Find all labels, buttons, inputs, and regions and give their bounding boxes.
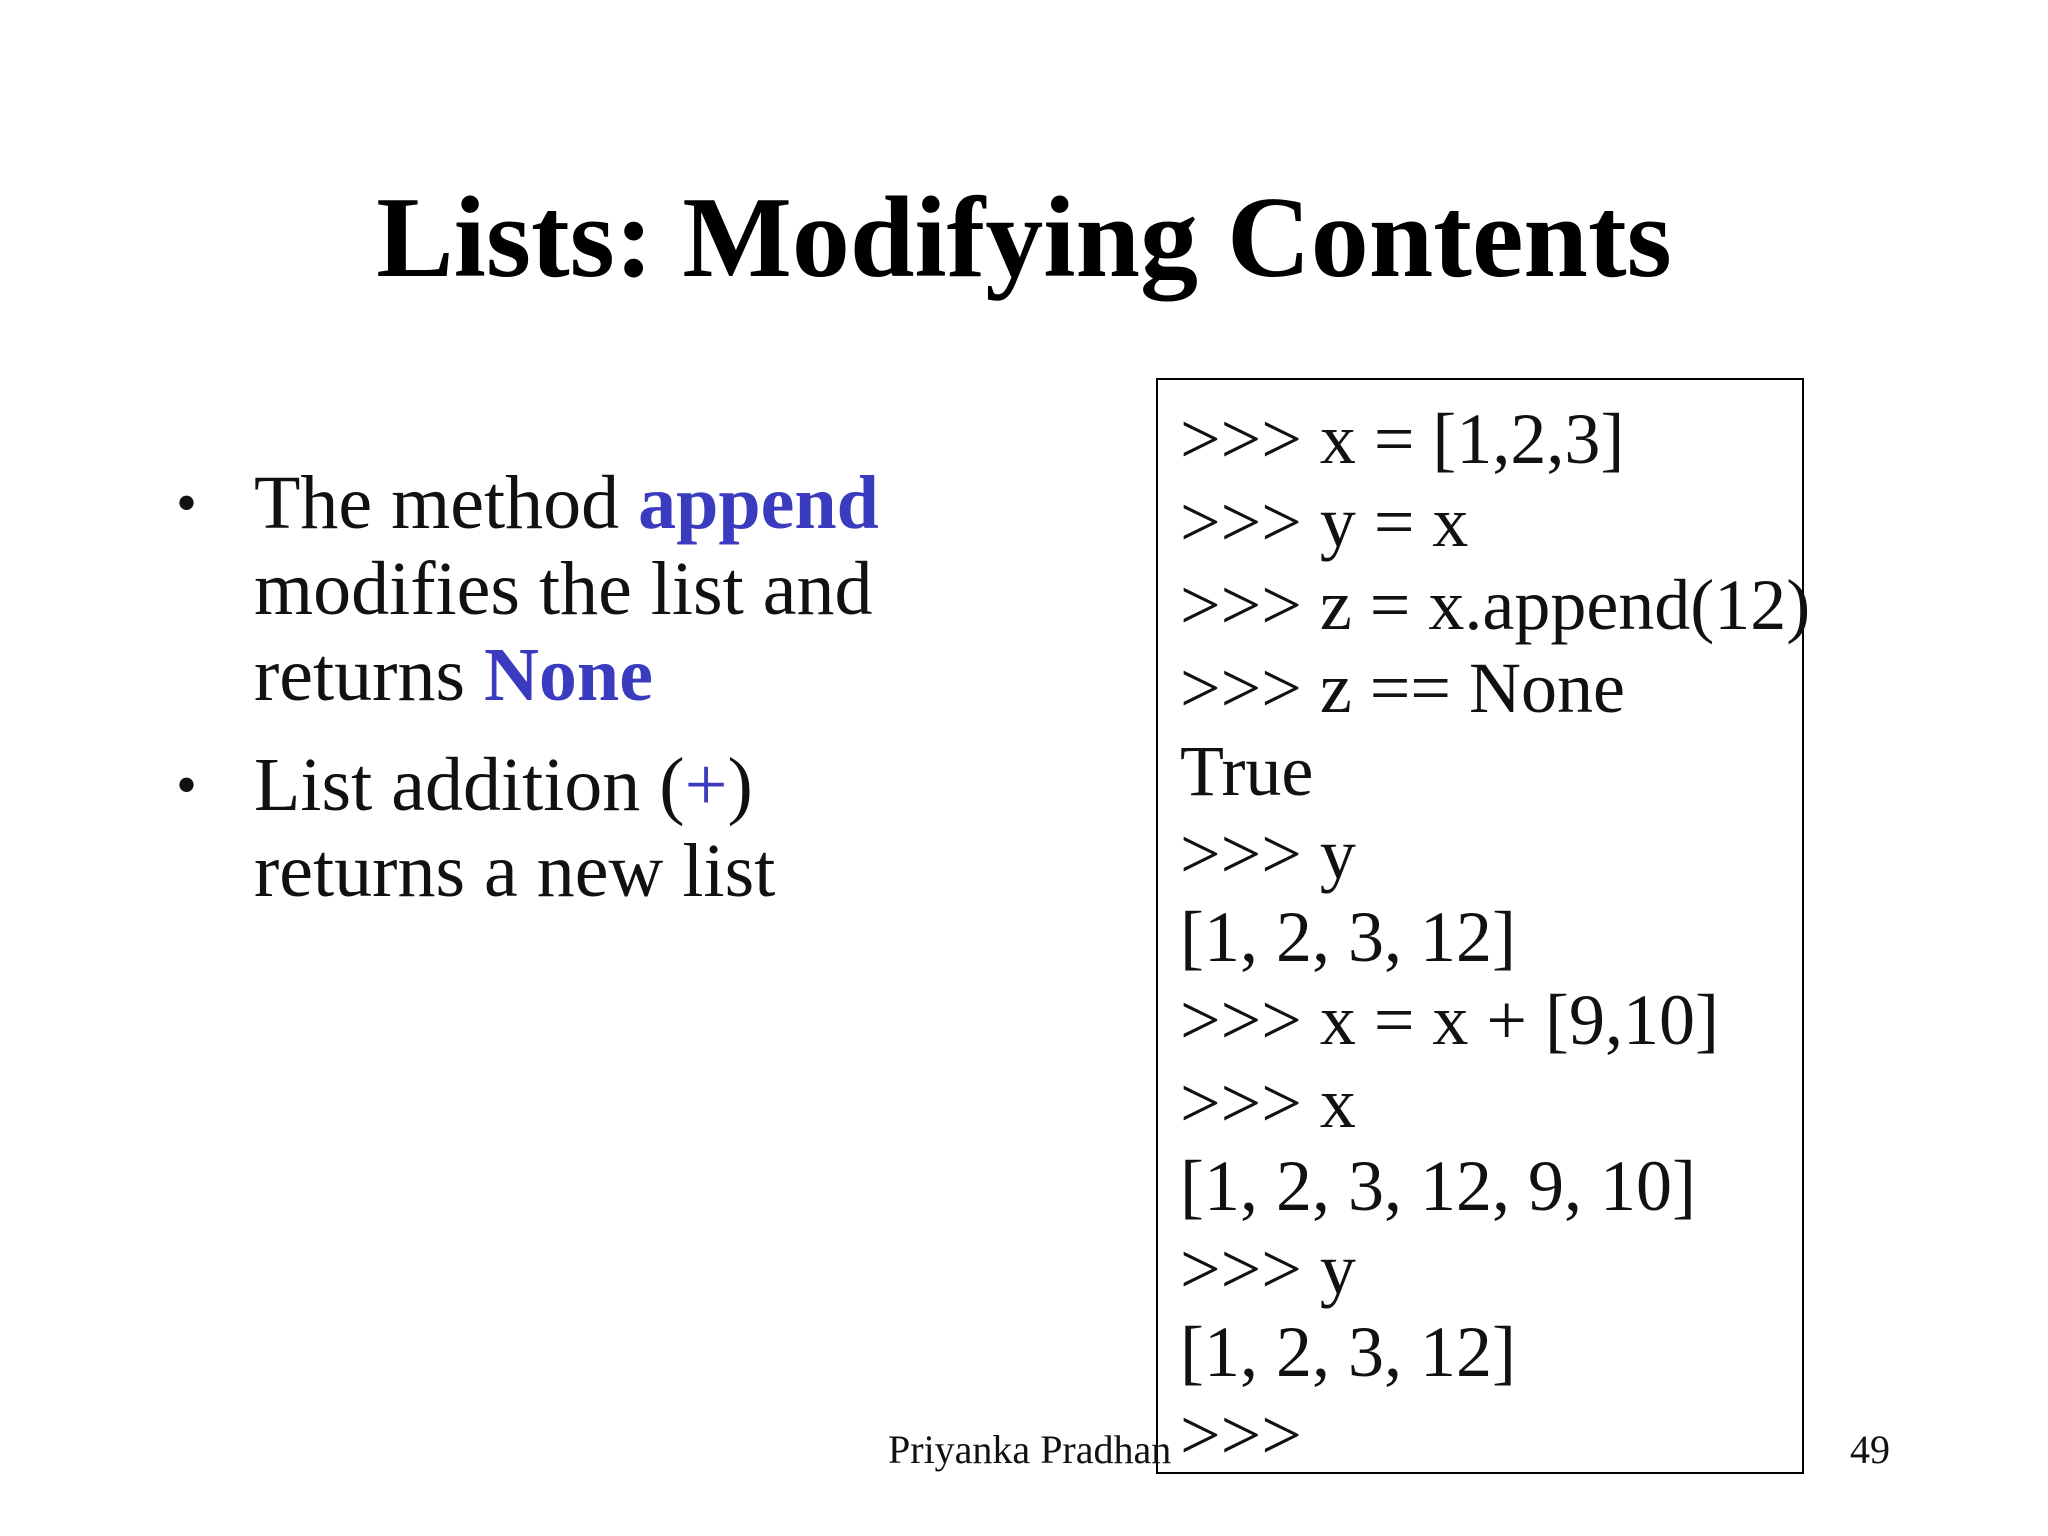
code-line: True (1180, 731, 1314, 811)
bullet-item (170, 742, 930, 914)
code-line: [1, 2, 3, 12] (1180, 897, 1516, 977)
footer-author: Priyanka Pradhan (888, 1427, 1172, 1472)
plus-operator: + (684, 743, 728, 827)
code-line: >>> (1180, 1395, 1302, 1475)
bullet-marker: • (176, 470, 198, 536)
code-line: >>> z = x.append(12) (1180, 565, 1811, 645)
code-line: >>> y (1180, 814, 1356, 894)
code-line: >>> x (1180, 1063, 1356, 1143)
bullet-text-segment: ) returns a new list (254, 743, 776, 913)
bullet-list (170, 460, 930, 938)
slide-title: Lists: Modifying Contents (376, 174, 1672, 302)
bullet-marker: • (176, 752, 198, 818)
code-line: >>> x = x + [9,10] (1180, 980, 1719, 1060)
code-line: [1, 2, 3, 12, 9, 10] (1180, 1146, 1696, 1226)
bullet-text-segment: modifies the list and returns (254, 547, 873, 717)
bullet-text (254, 461, 879, 717)
bullet-text (254, 743, 775, 913)
code-line: >>> y = x (1180, 482, 1469, 562)
bullet-item (170, 460, 930, 718)
code-line: >>> y (1180, 1229, 1356, 1309)
keyword-none: None (484, 633, 653, 717)
bullet-text-segment: The method (254, 461, 639, 545)
code-line: >>> z == None (1180, 648, 1625, 728)
keyword-append: append (638, 461, 879, 545)
code-line: >>> x = [1,2,3] (1180, 399, 1625, 479)
code-lines (1180, 398, 1810, 1477)
page-number: 49 (1850, 1427, 1890, 1472)
code-line: [1, 2, 3, 12] (1180, 1312, 1516, 1392)
bullet-text-segment: List addition ( (254, 743, 685, 827)
code-example-box (1156, 378, 1811, 1475)
